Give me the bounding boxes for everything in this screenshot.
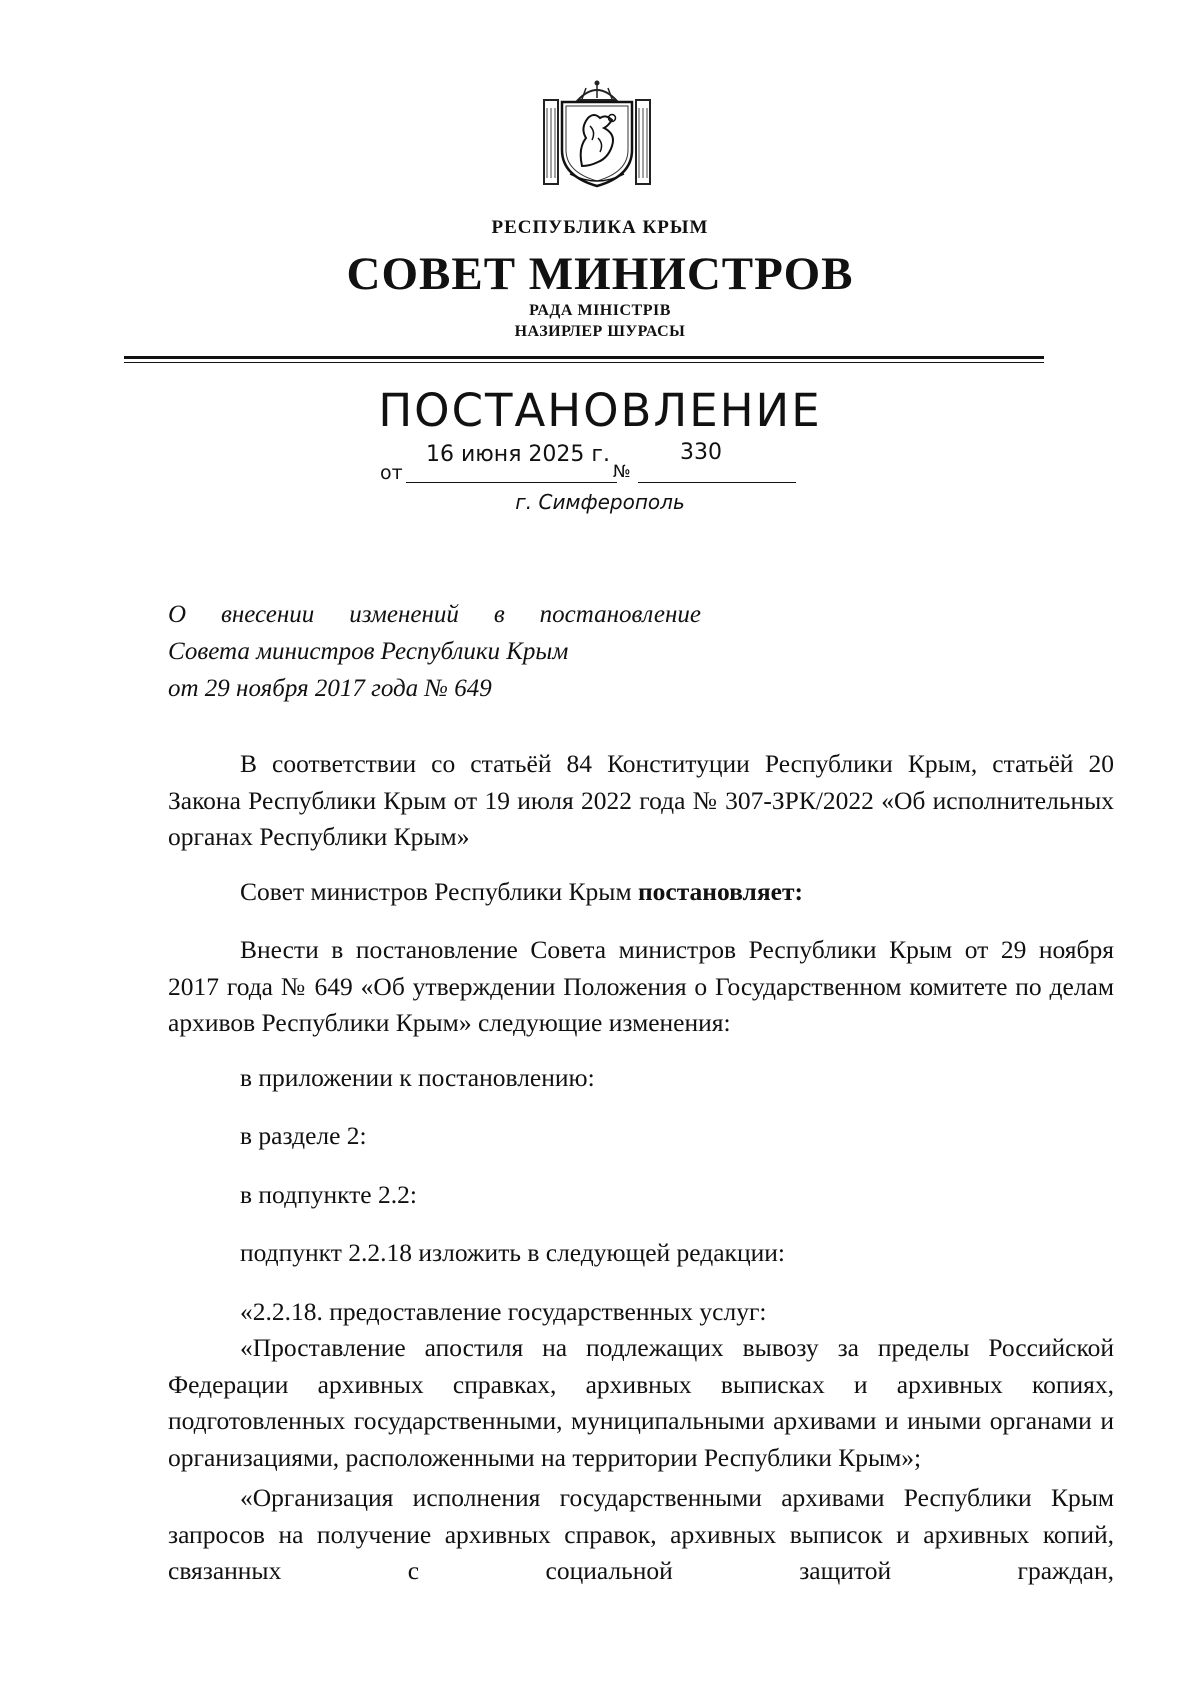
date-prefix: от — [380, 462, 403, 484]
paragraph-services-heading: «2.2.18. предоставление государственных услуг: — [240, 1296, 767, 1326]
coat-of-arms-emblem — [538, 78, 656, 190]
title-word: постановление — [539, 601, 701, 628]
paragraph-section: в разделе 2: — [240, 1121, 367, 1150]
number-label: № — [613, 462, 631, 482]
paragraph-subclause: в подпункте 2.2: — [240, 1179, 417, 1209]
date-underline — [406, 482, 617, 483]
title-line-1 — [168, 596, 701, 633]
title-line-2: Совета министров Республики Крым — [168, 638, 569, 665]
paragraph-appendix: в приложении к постановлению: — [240, 1062, 595, 1092]
date-number-row — [380, 434, 820, 484]
republic-name: РЕСПУБЛИКА КРЫМ — [491, 217, 709, 238]
document-body — [168, 746, 1114, 1590]
document-title — [168, 596, 728, 707]
resolves-text: Совет министров Республики Крым — [240, 876, 638, 906]
paragraph-amend: Внести в постановление Совета министров Республики Крым от 29 ноября 2017 года № 649 «Об утверждении Положения о Государственном комитете по делам архивов Республики Крым» следующие изменения: — [168, 935, 1114, 1037]
document-number: 330 — [680, 440, 722, 465]
paragraph-apostille: «Проставление апостиля на подлежащих вывозу за пределы Российской Федерации архивных справках, архивных выписках и архивных копиях, подготовленных государственными, муниципальными архивами и иными органами и организациями, расположенными на территории Республики Крым»; — [168, 1333, 1114, 1472]
council-name-crimean-tatar: НАЗИРЛЕР ШУРАСЫ — [514, 323, 686, 340]
paragraph-archive-requests: «Организация исполнения государственными архивами Республики Крым запросов на получение архивных справок, архивных выписок и архивных копий, связанных с социальной защитой граждан, — [168, 1483, 1114, 1585]
paragraph-legal-basis: В соответствии со статьёй 84 Конституции Республики Крым, статьёй 20 Закона Республики Крым от 19 июля 2022 года № 307-ЗРК/2022 «Об исполнительных органах Республики Крым» — [168, 749, 1114, 851]
document-date: 16 июня 2025 г. — [426, 442, 610, 467]
title-line-3: от 29 ноября 2017 года № 649 — [168, 675, 492, 702]
city-name: г. Симферополь — [515, 490, 685, 514]
header-rule-thin — [124, 362, 1044, 363]
paragraph-resolves — [168, 874, 1114, 911]
number-underline — [638, 482, 796, 483]
council-name: СОВЕТ МИНИСТРОВ — [346, 248, 854, 300]
title-word: изменений — [349, 601, 459, 628]
resolves-bold: постановляет: — [637, 876, 803, 906]
title-word: О — [168, 601, 187, 628]
council-name-ukrainian: РАДА МІНІСТРІВ — [529, 302, 671, 319]
title-word: внесении — [221, 601, 315, 628]
title-word: в — [493, 601, 505, 628]
header-rule-thick — [124, 356, 1044, 359]
document-type-heading: ПОСТАНОВЛЕНИЕ — [378, 384, 822, 437]
paragraph-subclause-edit: подпункт 2.2.18 изложить в следующей редакции: — [240, 1238, 785, 1267]
